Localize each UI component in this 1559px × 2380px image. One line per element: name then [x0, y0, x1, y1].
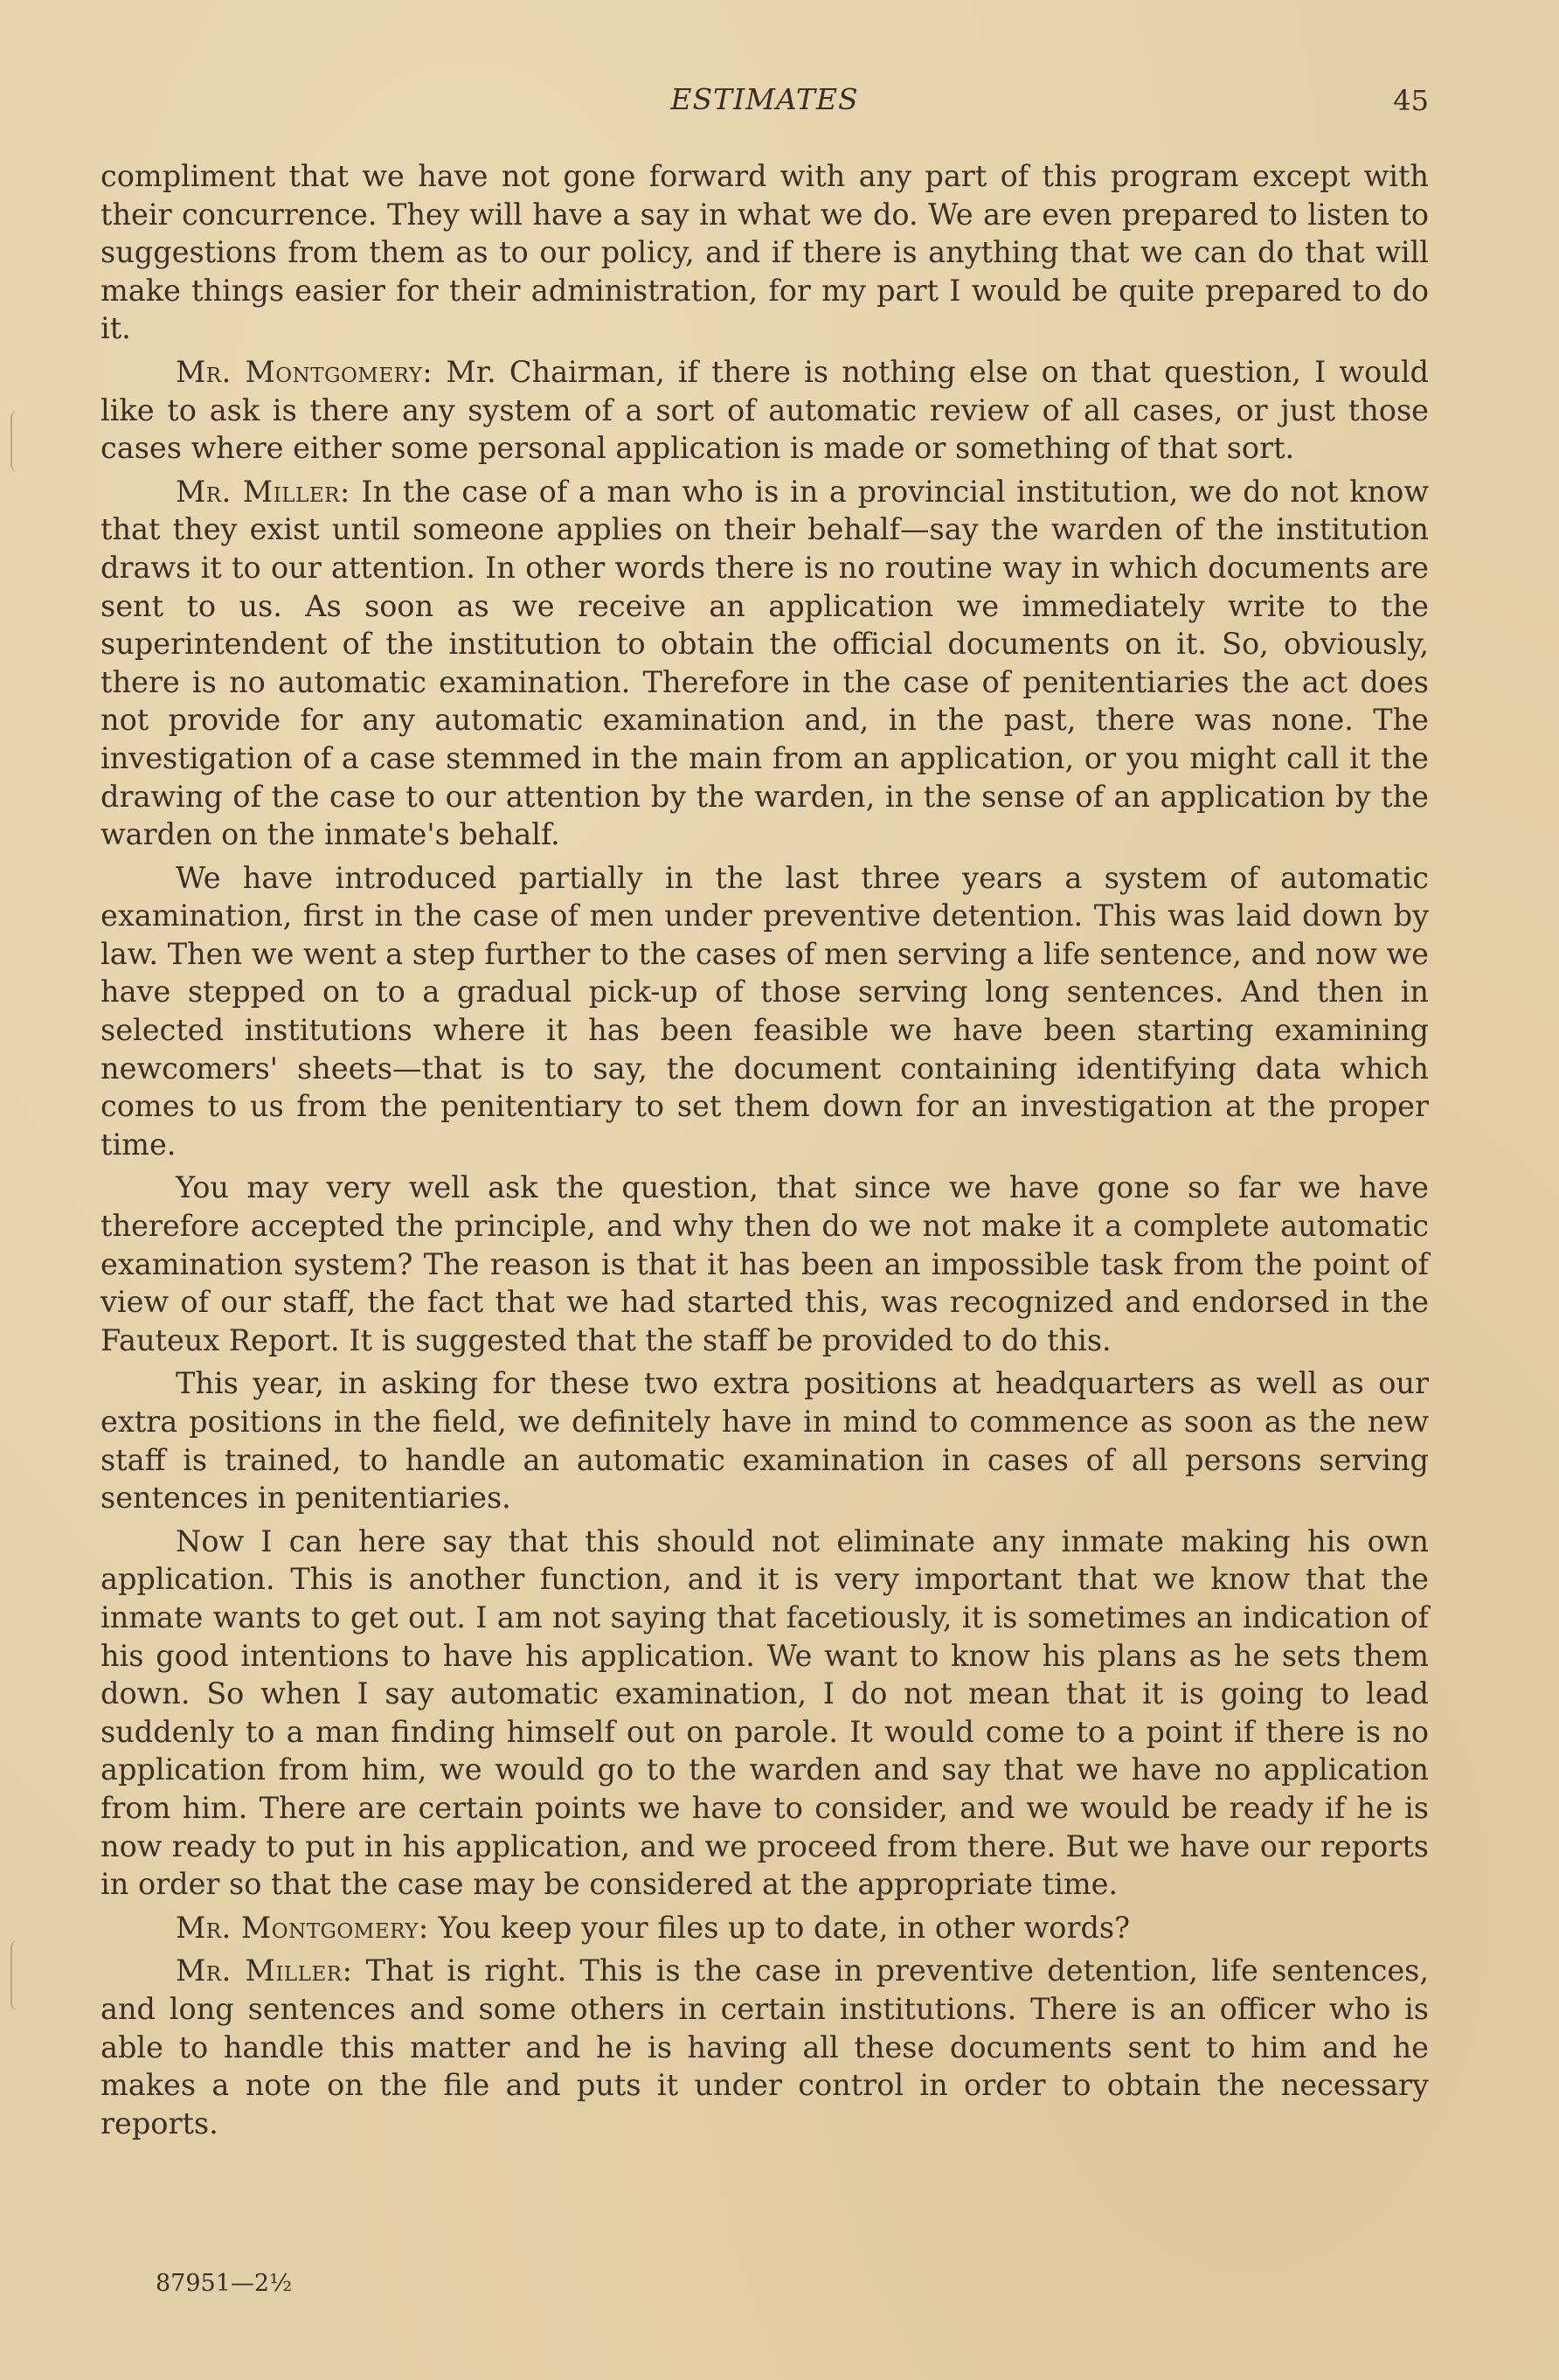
speaker-name: Mr. Montgomery:	[176, 354, 433, 389]
paragraph-text: Mr. Chairman, if there is nothing else on that question, I would like to ask is there any system of a sort of automatic review of all cases, or just those cases where either some personal application is made or something of that sort.	[100, 354, 1429, 466]
paragraph-3	[100, 473, 1429, 854]
speaker-name: Mr. Montgomery:	[176, 1910, 429, 1945]
paper-edge-mark-lower	[10, 1940, 24, 2010]
paragraph-text: That is right. This is the case in preventive detention, life sentences, and long sentences and some others in certain institutions. There is an officer who is able to handle this matter and he is having all these documents sent to him and he makes a note on the file and puts it under control in order to obtain the necessary reports.	[100, 1953, 1429, 2141]
speaker-name: Mr. Miller:	[176, 474, 350, 509]
paragraph-text: In the case of a man who is in a provincial institution, we do not know that they exist until someone applies on their behalf—say the warden of the institution draws it to our attention. In other words there is no routine way in which documents are sent to us. As soon as we receive an application we immediately write to the superintendent of the institution to obtain the official documents on it. So, obviously, there is no automatic examination. Therefore in the case of penitentiaries the act does not provide for any automatic examination and, in the past, there was none. The investigation of a case stemmed in the main from an application, or you might call it the drawing of the case to our attention by the warden, in the sense of an application by the warden on the inmate's behalf.	[100, 474, 1429, 852]
page-header	[100, 82, 1429, 126]
paragraph-9	[100, 1952, 1429, 2142]
paragraph-1	[100, 157, 1429, 348]
paragraph-6	[100, 1364, 1429, 1516]
body-text	[100, 157, 1429, 2148]
paragraph-text: This year, in asking for these two extra positions at headquarters as well as our extra positions in the field, we definitely have in mind to commence as soon as the new staff is trained, to handle an automatic examination in cases of all persons serving sentences in penitentiaries.	[100, 1366, 1429, 1516]
paragraph-4	[100, 859, 1429, 1164]
paper-edge-mark-upper	[10, 411, 24, 472]
printer-signature: 87951—2½	[156, 2270, 293, 2297]
paragraph-2	[100, 353, 1429, 468]
paragraph-text: You keep your files up to date, in other words?	[428, 1910, 1131, 1945]
paragraph-8	[100, 1909, 1429, 1947]
paragraph-5	[100, 1169, 1429, 1359]
running-title: ESTIMATES	[670, 82, 859, 116]
paragraph-text: We have introduced partially in the last three years a system of automatic examination, first in the case of men under preventive detention. This was laid down by law. Then we went a step further to the cases of men serving a life sentence, and now we have stepped on to a gradual pick-up of those serving long sentences. And then in selected institutions where it has been feasible we have been starting examining newcomers' sheets—that is to say, the document containing identifying data which comes to us from the penitentiary to set them down for an investigation at the proper time.	[100, 860, 1429, 1162]
paragraph-text: Now I can here say that this should not eliminate any inmate making his own application. This is another function, and it is very important that we know that the inmate wants to get out. I am not saying that facetiously, it is sometimes an indication of his good intentions to have his application. We want to know his plans as he sets them down. So when I say automatic examination, I do not mean that it is going to lead suddenly to a man finding himself out on parole. It would come to a point if there is no application from him, we would go to the warden and say that we have no application from him. There are certain points we have to consider, and we would be ready if he is now ready to put in his application, and we proceed from there. But we have our reports in order so that the case may be considered at the appropriate time.	[100, 1523, 1429, 1902]
paragraph-text: You may very well ask the question, that since we have gone so far we have therefore accepted the principle, and why then do we not make it a complete automatic examination system? The reason is that it has been an impossible task from the point of view of our staff, the fact that we had started this, was recognized and endorsed in the Fauteux Report. It is suggested that the staff be provided to do this.	[100, 1170, 1429, 1357]
paragraph-7	[100, 1523, 1429, 1904]
page-number: 45	[1393, 84, 1429, 117]
speaker-name: Mr. Miller:	[176, 1953, 353, 1988]
paragraph-text: compliment that we have not gone forward with any part of this program except with their concurrence. They will have a say in what we do. We are even prepared to listen to suggestions from them as to our policy, and if there is anything that we can do that will make things easier for their administration, for my part I would be quite prepared to do it.	[100, 159, 1429, 346]
